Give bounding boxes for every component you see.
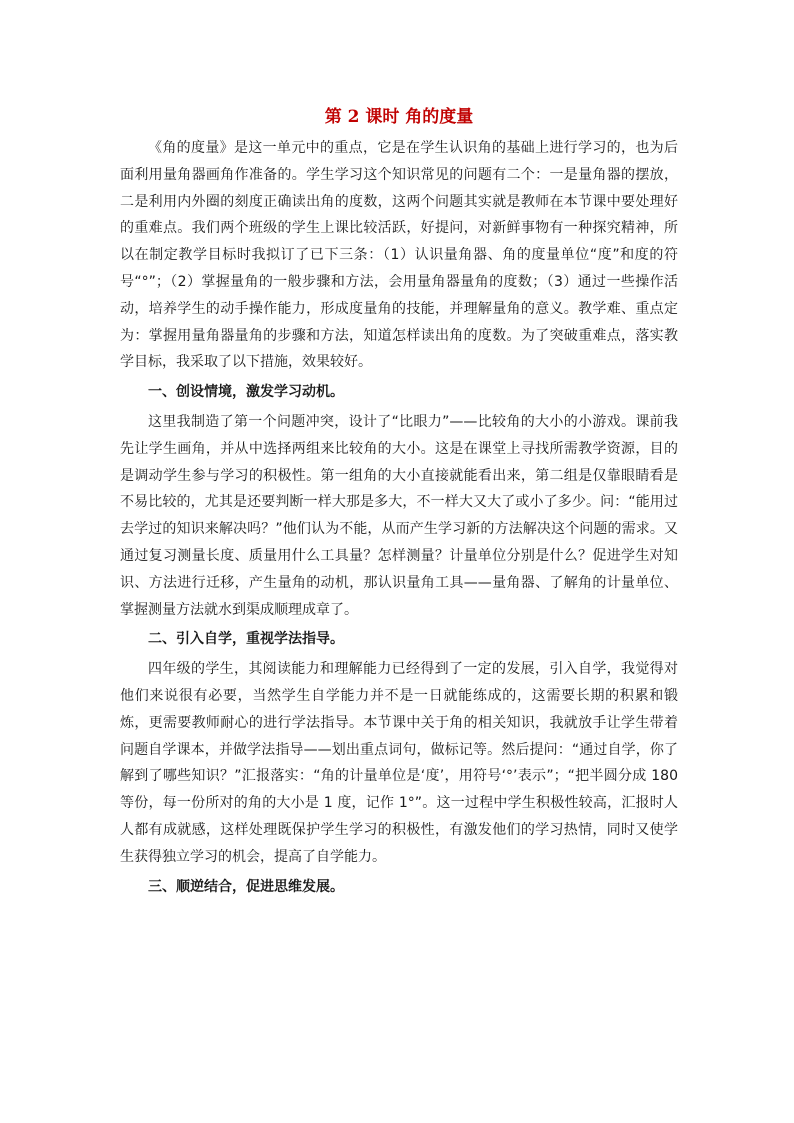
section-paragraph-1: 这里我制造了第一个问题冲突，设计了“比眼力”——比较角的大小的小游戏。课前我先让学生画角，并从中选择两组来比较角的大小。这是在课堂上寻找所需教学资源，目的是调动学生参与学习的积极性。第一组角的大小直接就能看出来，第二组是仅靠眼睛看是不易比较的，尤其是还要判断一样大那是多大，不一样大又大了或小了多少。问：“能用过去学过的知识来解决吗？”他们认为不能，从而产生学习新的方法解决这个问题的需求。又通过复习测量长度、质量用什么工具量？怎样测量？计量单位分别是什么？促进学生对知识、方法进行迁移，产生量角的动机，那认识量角工具——量角器、了解角的计量单位、掌握测量方法就水到渠成顺理成章了。 xyxy=(120,413,678,618)
section-heading-3: 三、顺逆结合，促进思维发展。 xyxy=(148,878,344,895)
intro-paragraph: 《角的度量》是这一单元中的重点，它是在学生认识角的基础上进行学习的，也为后面利用量角器画角作准备的。学生学习这个知识常见的问题有二个：一是量角器的摆放，二是利用内外圈的刻度正确读出角的度数，这两个问题其实就是教师在本节课中要处理好的重难点。我们两个班级的学生上课比较活跃，好提问，对新鲜事物有一种探究精神，所以在制定教学目标时我拟订了已下三条：（1）认识量角器、角的度量单位“度”和度的符号“°”；（2）掌握量角的一般步骤和方法，会用量角器量角的度数；（3）通过一些操作活动，培养学生的动手操作能力，形成度量角的技能，并理解量角的意义。教学难、重点定为：掌握用量角器量角的步骤和方法，知道怎样读出角的度数。为了突破重难点，落实教学目标，我采取了以下措施，效果较好。 xyxy=(120,140,678,371)
lesson-title: 第 2 课时 角的度量 xyxy=(324,107,474,127)
section-heading-1: 一、创设情境，激发学习动机。 xyxy=(148,384,344,401)
section-paragraph-2: 四年级的学生，其阅读能力和理解能力已经得到了一定的发展，引入自学，我觉得对他们来说很有必要，当然学生自学能力并不是一日就能练成的，这需要长期的积累和锻炼，更需要教师耐心的进行学法指导。本节课中关于角的相关知识，我就放手让学生带着问题自学课本，并做学法指导——划出重点词句，做标记等。然后提问：“通过自学，你了解到了哪些知识？”汇报落实：“角的计量单位是‘度’，用符号‘°’表示”；“把半圆分成 180 等份，每一份所对的角的大小是 1 度，记作 1°”。这一过程中学生积极性较高，汇报时人人都有成就感，这样处理既保护学生学习的积极性，有激发他们的学习热情，同时又使学生获得独立学习的机会，提高了自学能力。 xyxy=(120,661,678,865)
document-content xyxy=(120,103,678,903)
section-heading-2: 二、引入自学，重视学法指导。 xyxy=(148,631,344,648)
